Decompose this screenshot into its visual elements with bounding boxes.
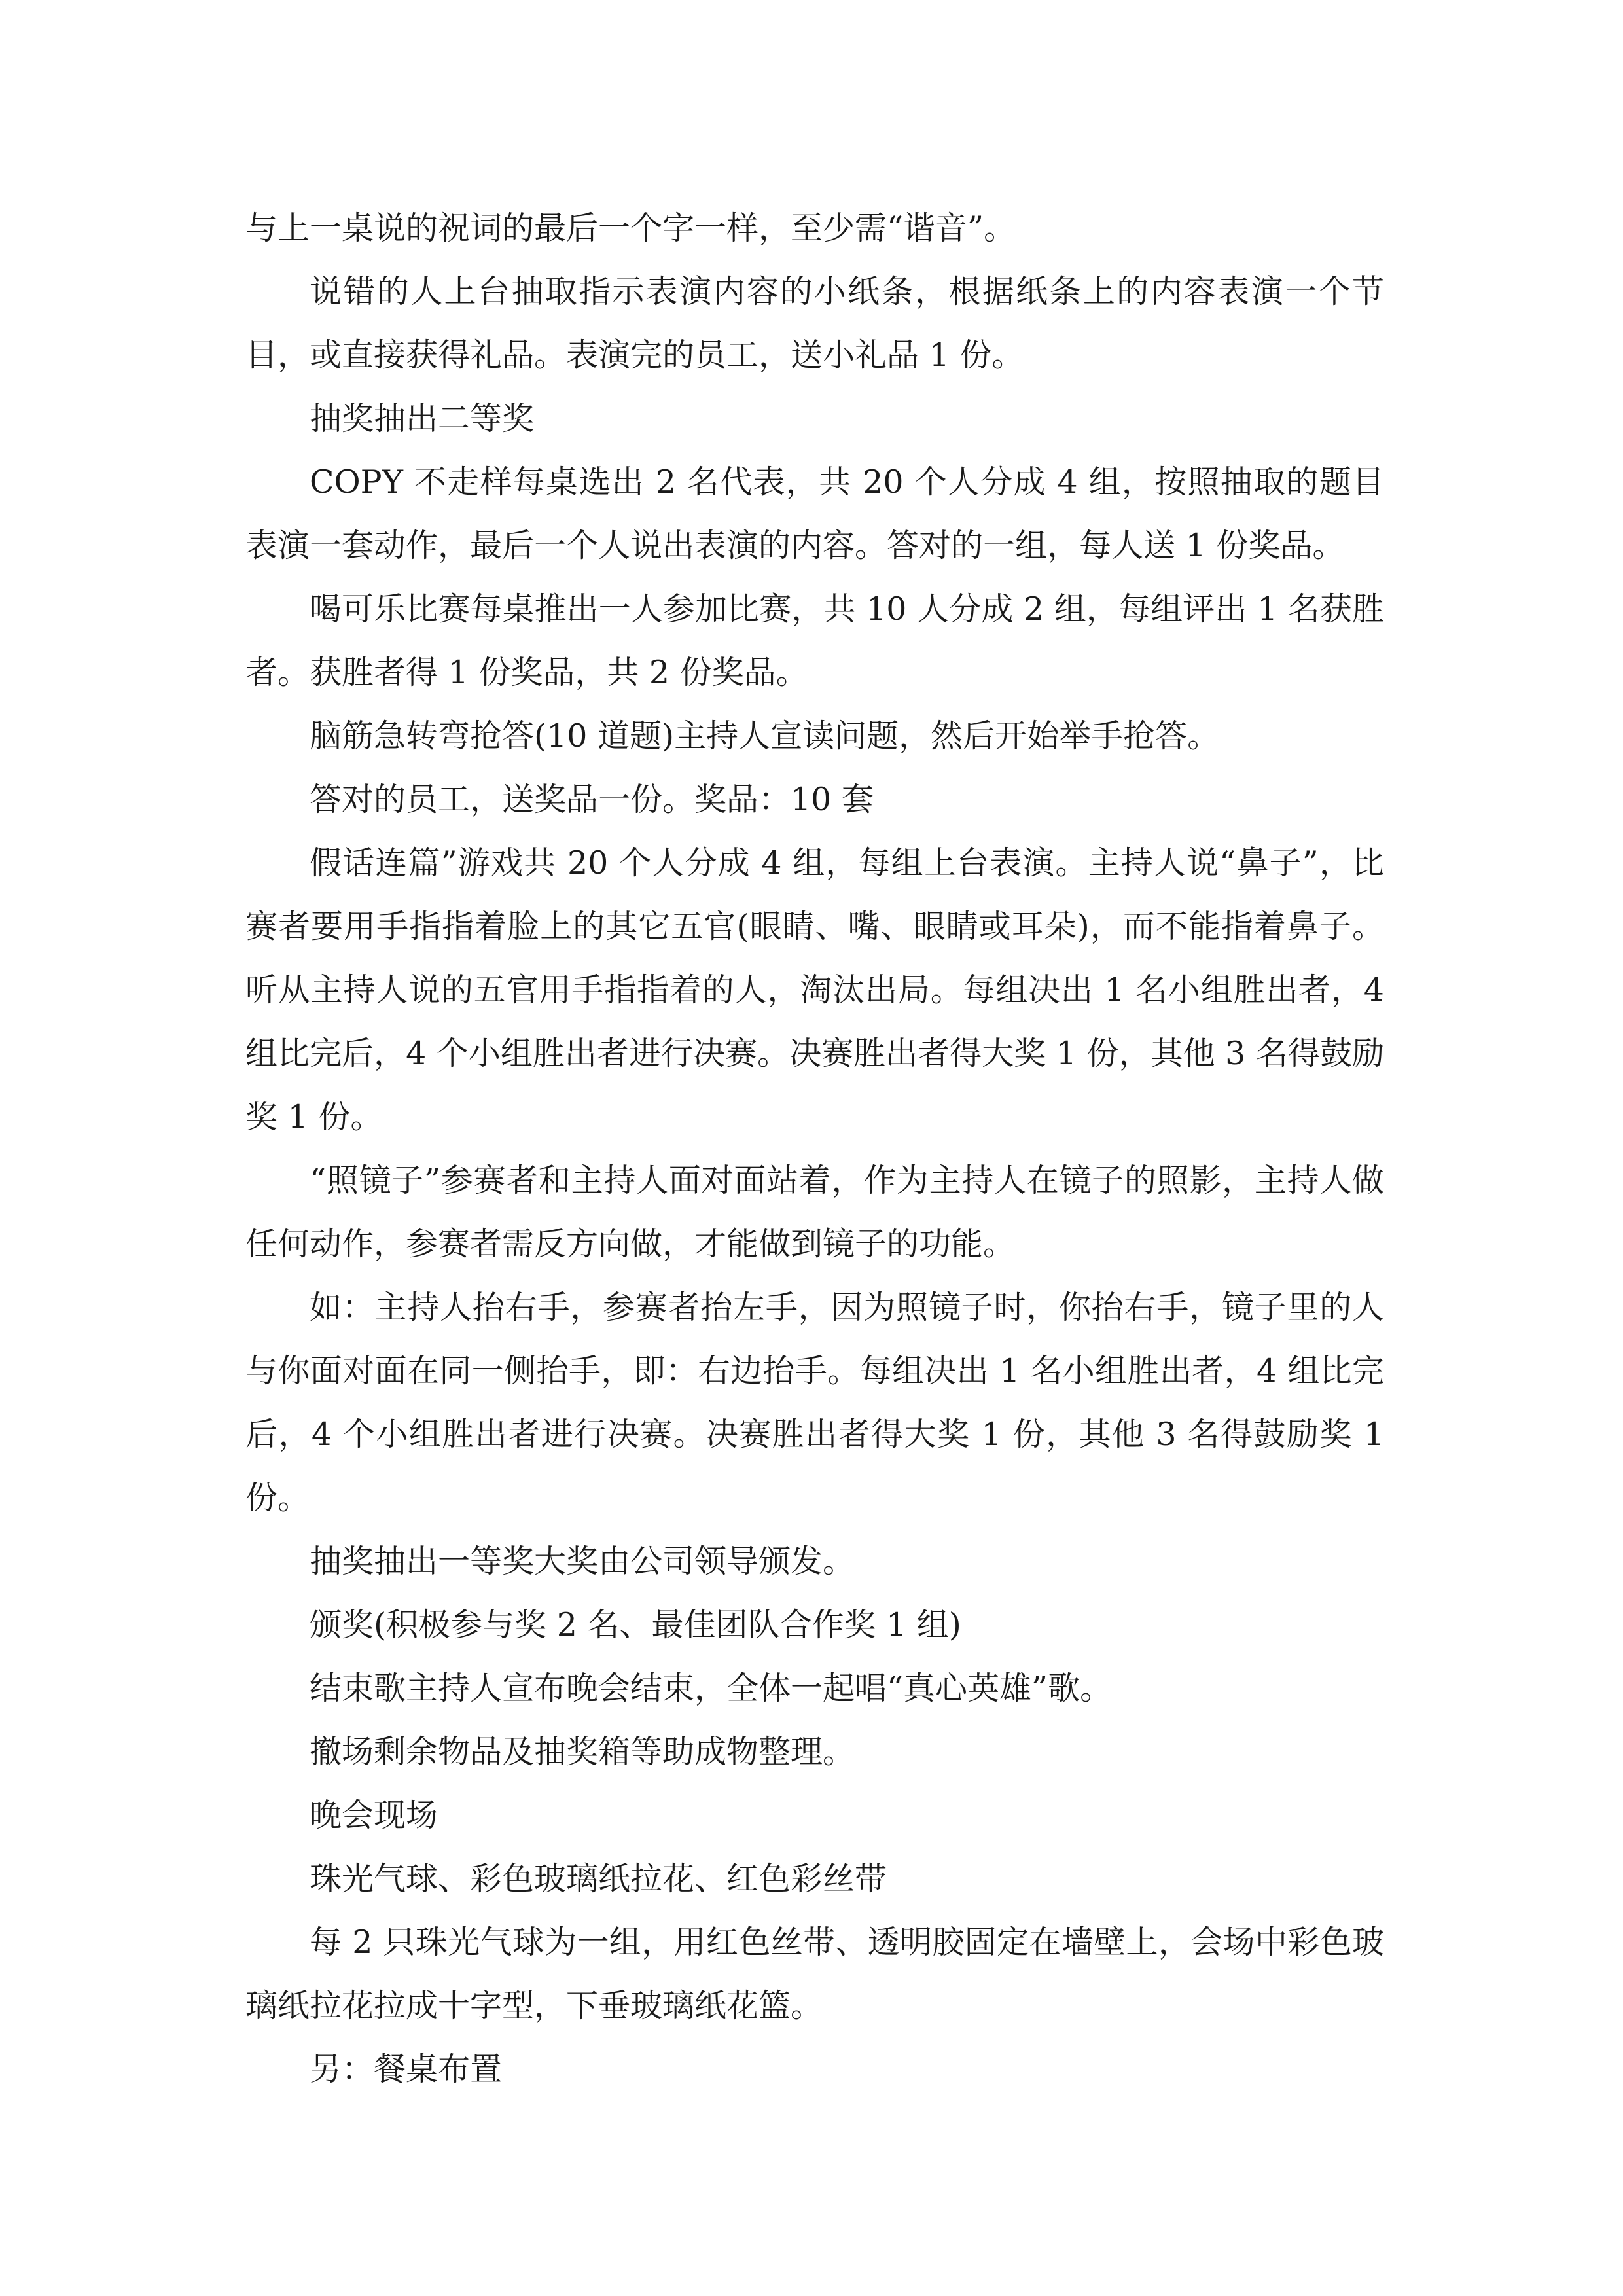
paragraph-8: 假话连篇”游戏共 20 个人分成 4 组，每组上台表演。主持人说“鼻子”，比赛者要用手指指着脸上的其它五官(眼睛、嘴、眼睛或耳朵)，而不能指着鼻子。听从主持人说的五官用手指指着的人，淘汰出局。每组决出 1 名小组胜出者，4 组比完后，4 个小组胜出者进行决赛。决赛胜出者得大奖 1 份，其他 3 名得鼓励奖 1 份。 <box>245 844 1385 1136</box>
paragraph-16: 珠光气球、彩色玻璃纸拉花、红色彩丝带 <box>310 1860 887 1897</box>
paragraph-9: “照镜子”参赛者和主持人面对面站着，作为主持人在镜子的照影，主持人做任何动作，参赛者需反方向做，才能做到镜子的功能。 <box>245 1162 1384 1263</box>
paragraph-7: 答对的员工，送奖品一份。奖品：10 套 <box>310 781 874 818</box>
paragraph-13: 结束歌主持人宣布晚会结束，全体一起唱“真心英雄”歌。 <box>310 1670 1113 1707</box>
paragraph-18: 另：餐桌布置 <box>310 2051 503 2088</box>
paragraph-2: 说错的人上台抽取指示表演内容的小纸条，根据纸条上的内容表演一个节目，或直接获得礼品。表演完的员工，送小礼品 1 份。 <box>245 273 1384 374</box>
paragraph-6: 脑筋急转弯抢答(10 道题)主持人宣读问题，然后开始举手抢答。 <box>310 717 1220 755</box>
paragraph-10: 如：主持人抬右手，参赛者抬左手，因为照镜子时，你抬右手，镜子里的人与你面对面在同一侧抬手，即：右边抬手。每组决出 1 名小组胜出者，4 组比完后，4 个小组胜出者进行决赛。决赛胜出者得大奖 1 份，其他 3 名得鼓励奖 1 份。 <box>245 1289 1384 1516</box>
paragraph-17: 每 2 只珠光气球为一组，用红色丝带、透明胶固定在墙壁上，会场中彩色玻璃纸拉花拉成十字型，下垂玻璃纸花篮。 <box>245 1924 1384 2024</box>
paragraph-15: 晚会现场 <box>310 1797 438 1834</box>
paragraph-11: 抽奖抽出一等奖大奖由公司领导颁发。 <box>310 1543 855 1580</box>
paragraph-3: 抽奖抽出二等奖 <box>310 400 535 437</box>
paragraph-1: 与上一桌说的祝词的最后一个字一样，至少需“谐音”。 <box>245 209 1016 247</box>
paragraph-5: 喝可乐比赛每桌推出一人参加比赛，共 10 人分成 2 组，每组评出 1 名获胜者。获胜者得 1 份奖品，共 2 份奖品。 <box>245 590 1384 691</box>
paragraph-12: 颁奖(积极参与奖 2 名、最佳团队合作奖 1 组) <box>310 1606 961 1643</box>
paragraph-14: 撤场剩余物品及抽奖箱等助成物整理。 <box>310 1733 855 1770</box>
document-body <box>245 196 1384 2101</box>
paragraph-4: COPY 不走样每桌选出 2 名代表，共 20 个人分成 4 组，按照抽取的题目表演一套动作，最后一个人说出表演的内容。答对的一组，每人送 1 份奖品。 <box>245 463 1384 564</box>
